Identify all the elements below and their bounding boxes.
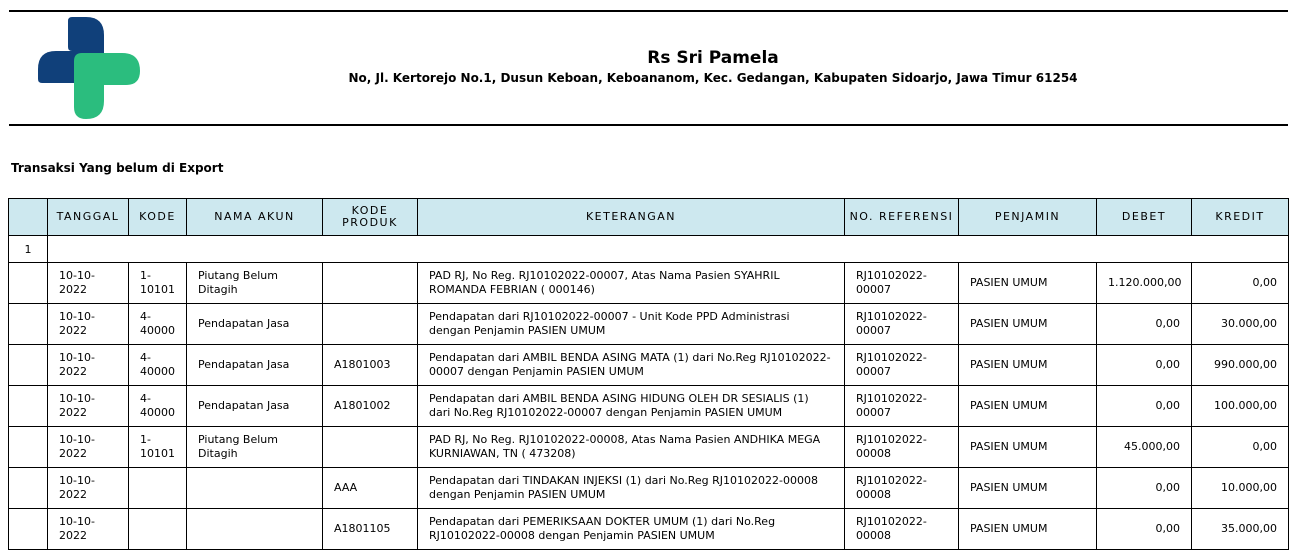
- cell-penjamin: PASIEN UMUM: [959, 427, 1097, 468]
- cell-tanggal: 10-10-2022: [48, 468, 129, 509]
- table-row: [9, 468, 1289, 509]
- cell-kode: 1-10101: [129, 427, 187, 468]
- cell-nama-akun: Piutang Belum Ditagih: [187, 263, 323, 304]
- cell-penjamin: PASIEN UMUM: [959, 509, 1097, 550]
- cell-tanggal: 10-10-2022: [48, 304, 129, 345]
- header-nama-akun: NAMA AKUN: [187, 199, 323, 236]
- group-number: 1: [9, 236, 48, 263]
- cell-nama-akun: Pendapatan Jasa: [187, 304, 323, 345]
- cell-penjamin: PASIEN UMUM: [959, 345, 1097, 386]
- hospital-address: No, Jl. Kertorejo No.1, Dusun Keboan, Keboananom, Kec. Gedangan, Kabupaten Sidoarjo, Jawa Timur 61254: [348, 71, 1078, 85]
- cell-kode: [129, 509, 187, 550]
- cell-keterangan: PAD RJ, No Reg. RJ10102022-00008, Atas Nama Pasien ANDHIKA MEGA KURNIAWAN, TN ( 473208): [418, 427, 845, 468]
- cell-no: [9, 345, 48, 386]
- table-row: [9, 386, 1289, 427]
- cell-keterangan: Pendapatan dari PEMERIKSAAN DOKTER UMUM (1) dari No.Reg RJ10102022-00008 dengan Penjamin PASIEN UMUM: [418, 509, 845, 550]
- cell-no-referensi: RJ10102022-00008: [845, 427, 959, 468]
- cell-kredit: 10.000,00: [1192, 468, 1289, 509]
- cell-kredit: 35.000,00: [1192, 509, 1289, 550]
- cell-keterangan: Pendapatan dari AMBIL BENDA ASING MATA (1) dari No.Reg RJ10102022-00007 dengan Penjamin PASIEN UMUM: [418, 345, 845, 386]
- cell-kredit: 30.000,00: [1192, 304, 1289, 345]
- cell-no: [9, 509, 48, 550]
- cell-no-referensi: RJ10102022-00008: [845, 468, 959, 509]
- cell-no: [9, 304, 48, 345]
- cell-debet: 0,00: [1097, 345, 1192, 386]
- group-row-blank: [48, 236, 1289, 263]
- cell-keterangan: PAD RJ, No Reg. RJ10102022-00007, Atas Nama Pasien SYAHRIL ROMANDA FEBRIAN ( 000146): [418, 263, 845, 304]
- header-no: [9, 199, 48, 236]
- cell-nama-akun: Pendapatan Jasa: [187, 386, 323, 427]
- cell-kode-produk: A1801003: [323, 345, 418, 386]
- cell-no-referensi: RJ10102022-00007: [845, 386, 959, 427]
- table-row: [9, 263, 1289, 304]
- cell-kode-produk: [323, 304, 418, 345]
- cell-kode-produk: AAA: [323, 468, 418, 509]
- cell-kredit: 0,00: [1192, 427, 1289, 468]
- header-top-rule: [9, 10, 1288, 12]
- cell-kredit: 0,00: [1192, 263, 1289, 304]
- cell-no-referensi: RJ10102022-00007: [845, 304, 959, 345]
- table-header-row: [9, 199, 1289, 236]
- cell-kode: 1-10101: [129, 263, 187, 304]
- cell-penjamin: PASIEN UMUM: [959, 263, 1097, 304]
- hospital-name: Rs Sri Pamela: [647, 48, 779, 68]
- cell-no-referensi: RJ10102022-00007: [845, 345, 959, 386]
- cell-penjamin: PASIEN UMUM: [959, 304, 1097, 345]
- cell-tanggal: 10-10-2022: [48, 263, 129, 304]
- header-kode: KODE: [129, 199, 187, 236]
- section-title: Transaksi Yang belum di Export: [11, 161, 224, 175]
- cell-kode-produk: A1801002: [323, 386, 418, 427]
- cell-penjamin: PASIEN UMUM: [959, 386, 1097, 427]
- cell-kode-produk: [323, 427, 418, 468]
- cell-keterangan: Pendapatan dari TINDAKAN INJEKSI (1) dari No.Reg RJ10102022-00008 dengan Penjamin PASIEN UMUM: [418, 468, 845, 509]
- header-kode-produk: KODE PRODUK: [323, 199, 418, 236]
- header-bottom-rule: [9, 124, 1288, 126]
- cell-kode: 4-40000: [129, 345, 187, 386]
- cell-kredit: 100.000,00: [1192, 386, 1289, 427]
- cell-tanggal: 10-10-2022: [48, 509, 129, 550]
- cell-debet: 0,00: [1097, 386, 1192, 427]
- cell-kode: 4-40000: [129, 304, 187, 345]
- cell-debet: 1.120.000,00: [1097, 263, 1192, 304]
- cell-debet: 45.000,00: [1097, 427, 1192, 468]
- header-penjamin: PENJAMIN: [959, 199, 1097, 236]
- cell-penjamin: PASIEN UMUM: [959, 468, 1097, 509]
- cell-no-referensi: RJ10102022-00008: [845, 509, 959, 550]
- cell-debet: 0,00: [1097, 468, 1192, 509]
- header-tanggal: TANGGAL: [48, 199, 129, 236]
- table-row: [9, 427, 1289, 468]
- header-debet: DEBET: [1097, 199, 1192, 236]
- cell-no: [9, 468, 48, 509]
- cell-kode-produk: [323, 263, 418, 304]
- cell-kode: [129, 468, 187, 509]
- cell-kode: 4-40000: [129, 386, 187, 427]
- transaction-table: [8, 198, 1289, 550]
- table-row: [9, 509, 1289, 550]
- cell-no: [9, 427, 48, 468]
- hospital-logo-icon: [38, 17, 140, 119]
- cell-kredit: 990.000,00: [1192, 345, 1289, 386]
- table-row: [9, 304, 1289, 345]
- header-no-referensi: NO. REFERENSI: [845, 199, 959, 236]
- cell-keterangan: Pendapatan dari RJ10102022-00007 - Unit Kode PPD Administrasi dengan Penjamin PASIEN UMUM: [418, 304, 845, 345]
- cell-kode-produk: A1801105: [323, 509, 418, 550]
- cell-no: [9, 263, 48, 304]
- cell-tanggal: 10-10-2022: [48, 386, 129, 427]
- header-keterangan: KETERANGAN: [418, 199, 845, 236]
- cell-debet: 0,00: [1097, 304, 1192, 345]
- table-row: [9, 345, 1289, 386]
- cell-tanggal: 10-10-2022: [48, 345, 129, 386]
- cell-nama-akun: [187, 509, 323, 550]
- cell-nama-akun: Piutang Belum Ditagih: [187, 427, 323, 468]
- cell-tanggal: 10-10-2022: [48, 427, 129, 468]
- group-row: [9, 236, 1289, 263]
- cell-nama-akun: [187, 468, 323, 509]
- cell-debet: 0,00: [1097, 509, 1192, 550]
- cell-no: [9, 386, 48, 427]
- cell-keterangan: Pendapatan dari AMBIL BENDA ASING HIDUNG OLEH DR SESIALIS (1) dari No.Reg RJ10102022-00007 dengan Penjamin PASIEN UMUM: [418, 386, 845, 427]
- cell-no-referensi: RJ10102022-00007: [845, 263, 959, 304]
- cell-nama-akun: Pendapatan Jasa: [187, 345, 323, 386]
- header-kredit: KREDIT: [1192, 199, 1289, 236]
